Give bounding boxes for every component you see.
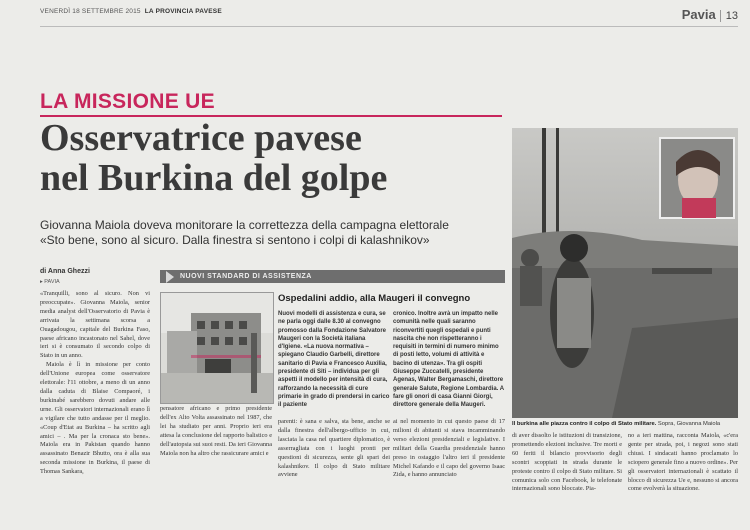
body-text: ai nel momento in cui questo paese di 17 milioni di abitanti si stava incamminando verso elezioni presidenziali e legislative. I militari della Guardia presidenziale hanno preso in ostaggio l'altro ieri il presidente Michel Kafando e il capo del governo Isaac Zida, e hanno annunciato (393, 418, 505, 479)
section-header (682, 6, 738, 24)
building-photo (160, 292, 274, 404)
subheadline-line-1: Giovanna Maiola doveva monitorare la correttezza della campagna elettorale (40, 218, 449, 232)
sidebar-text: cronico. Inoltre avrà un impatto nelle comunità nelle quali saranno riconvertiti quegli ospedali e punti nascita che non rispetteranno i requisiti in termini di numero minimo di posti letto, volumi di attività e bacino di utenza». Tra gli ospiti Giuseppe Zuccatelli, presidente Agenas, Walter Bergamaschi, direttore generale Salute, Regione Lombardia. A fare gli onori di casa Gianni Giorgi, direttore generale della Maugeri. (393, 311, 504, 409)
body-column (393, 418, 505, 480)
caption-rest: Sopra, Giovanna Maiola (656, 421, 721, 427)
lead-paragraph: «Tranquilli, sono al sicuro. Non vi preoccupate». Giovanna Maiola, senior media analyst dell'Osservatorio di Pavia è arrivata la settimana scorsa a Ouagadougou, capitale del Burkina Faso, paese africano incastonato nel Sahel, dove ieri si è consumato il secondo colpo di Stato in un anno. (40, 290, 150, 360)
protest-illustration (512, 128, 738, 418)
arrow-icon (166, 271, 174, 283)
body-column (160, 405, 272, 458)
paper-name: LA PROVINCIA PAVESE (144, 8, 222, 15)
body-column (628, 432, 738, 494)
street-photo (512, 128, 738, 418)
page-number: 13 (720, 10, 738, 22)
body-text: pensatore africano e primo presidente dell'ex Alto Volta assassinato nel 1987, che lei ha studiato per anni. Proprio ieri era attesa la conclusione del rapporto balistico e dell'autopsia sui suoi resti. Da ieri Giovanna Maiola non ha altro che rassicurare amici e (160, 405, 272, 457)
subheadline-line-2: «Sto bene, sono al sicuro. Dalla finestra si sentono i colpi di kalashnikov» (40, 233, 430, 247)
lead-column (40, 290, 150, 477)
sidebar-title: Ospedalini addio, alla Maugeri il convegno (278, 293, 471, 304)
headline-line-2: nel Burkina del golpe (40, 157, 388, 199)
sidebar-banner (160, 270, 505, 283)
section-name: Pavia (681, 7, 716, 22)
body-text: no a ieri mattina, racconta Maiola, «c'era gente per strada, poi, i negozi sono stati chiusi. I sindacati hanno proclamato lo sciopero generale fino a nuovo ordine». Per gli osservatori internazionali è scattato il blocco di sicurezza Ue e, nessuno si ancora come evolverà la situazione. (628, 432, 738, 493)
dateline-place: ▸ PAVIA (40, 279, 60, 285)
header-rule (40, 26, 738, 27)
sidebar-text: Nuovi modelli di assistenza e cura, se ne parla oggi dalle 8.30 al convegno promosso dalla Fondazione Salvatore Maugeri con la Società italiana d'Igiene. «La nuova normativa – spiegano Claudio Garbelli, direttore sanitario di Pavia e Francesco Auxilia, presidente di Siti – individua per gli aspetti il modello per intensità di cura, rafforzando la necessità di cure primarie in grado di prendersi in carico il paziente (278, 311, 390, 409)
sidebar-column (393, 310, 505, 410)
subheadline (40, 218, 510, 248)
body-column (512, 432, 622, 494)
photo-caption (512, 421, 738, 427)
headline-line-1: Osservatrice pavese (40, 117, 362, 159)
headline (40, 118, 510, 198)
sidebar-column (278, 310, 390, 410)
byline: di Anna Ghezzi (40, 268, 90, 275)
banner-label: NUOVI STANDARD DI ASSISTENZA (180, 273, 312, 280)
building-illustration (161, 293, 273, 403)
place-text: PAVIA (44, 279, 60, 285)
kicker: LA MISSIONE UE (40, 90, 215, 113)
date-text: VENERDÌ 18 SETTEMBRE 2015 (40, 8, 141, 15)
body-text: di aver dissolto le istituzioni di transizione, promettendo elezioni inclusive. Tre morti e 60 feriti il bilancio provvisorio degli scontri scoppiati in strada durante le proteste contro il colpo di Stato militare. Si comunica solo con Facebook, le telefonate internazionali sono bloccate. Pia- (512, 432, 622, 493)
body-text: parenti: è sana e salva, sta bene, anche se dalla finestra dell'albergo-ufficio in cui, lasciata la casa nel quartiere diplomatico, è asserragliata con i luoghi pronti per questioni di sicurezza, sente gli spari dei kalashnikov. Il colpo di Stato militare avviene (278, 418, 390, 479)
lead-paragraph: Maiola è lì in missione per conto dell'Unione europea come osservatore elettorale: l'11 ottobre, a meno di un anno dalla caduta di Blaise Compaoré, i burkinabé sarebbero dovuti andare alle urne. Gli osservatori internazionali erano lì a vigilare che tutto andasse per il meglio. «Coup d'Etat au Burkina – ha scritto agli amici – . Ma per la cronaca sto bene». Maiola era in Pakistan quando hanno assassinato Benazir Bhutto, ora è alla sua seconda missione in Burkina, il paese di Thomas Sankara, (40, 361, 150, 476)
body-column (278, 418, 390, 480)
caption-bold: Il burkina alle piazza contro il colpo di Stato militare. (512, 421, 657, 427)
dateline (40, 8, 222, 15)
